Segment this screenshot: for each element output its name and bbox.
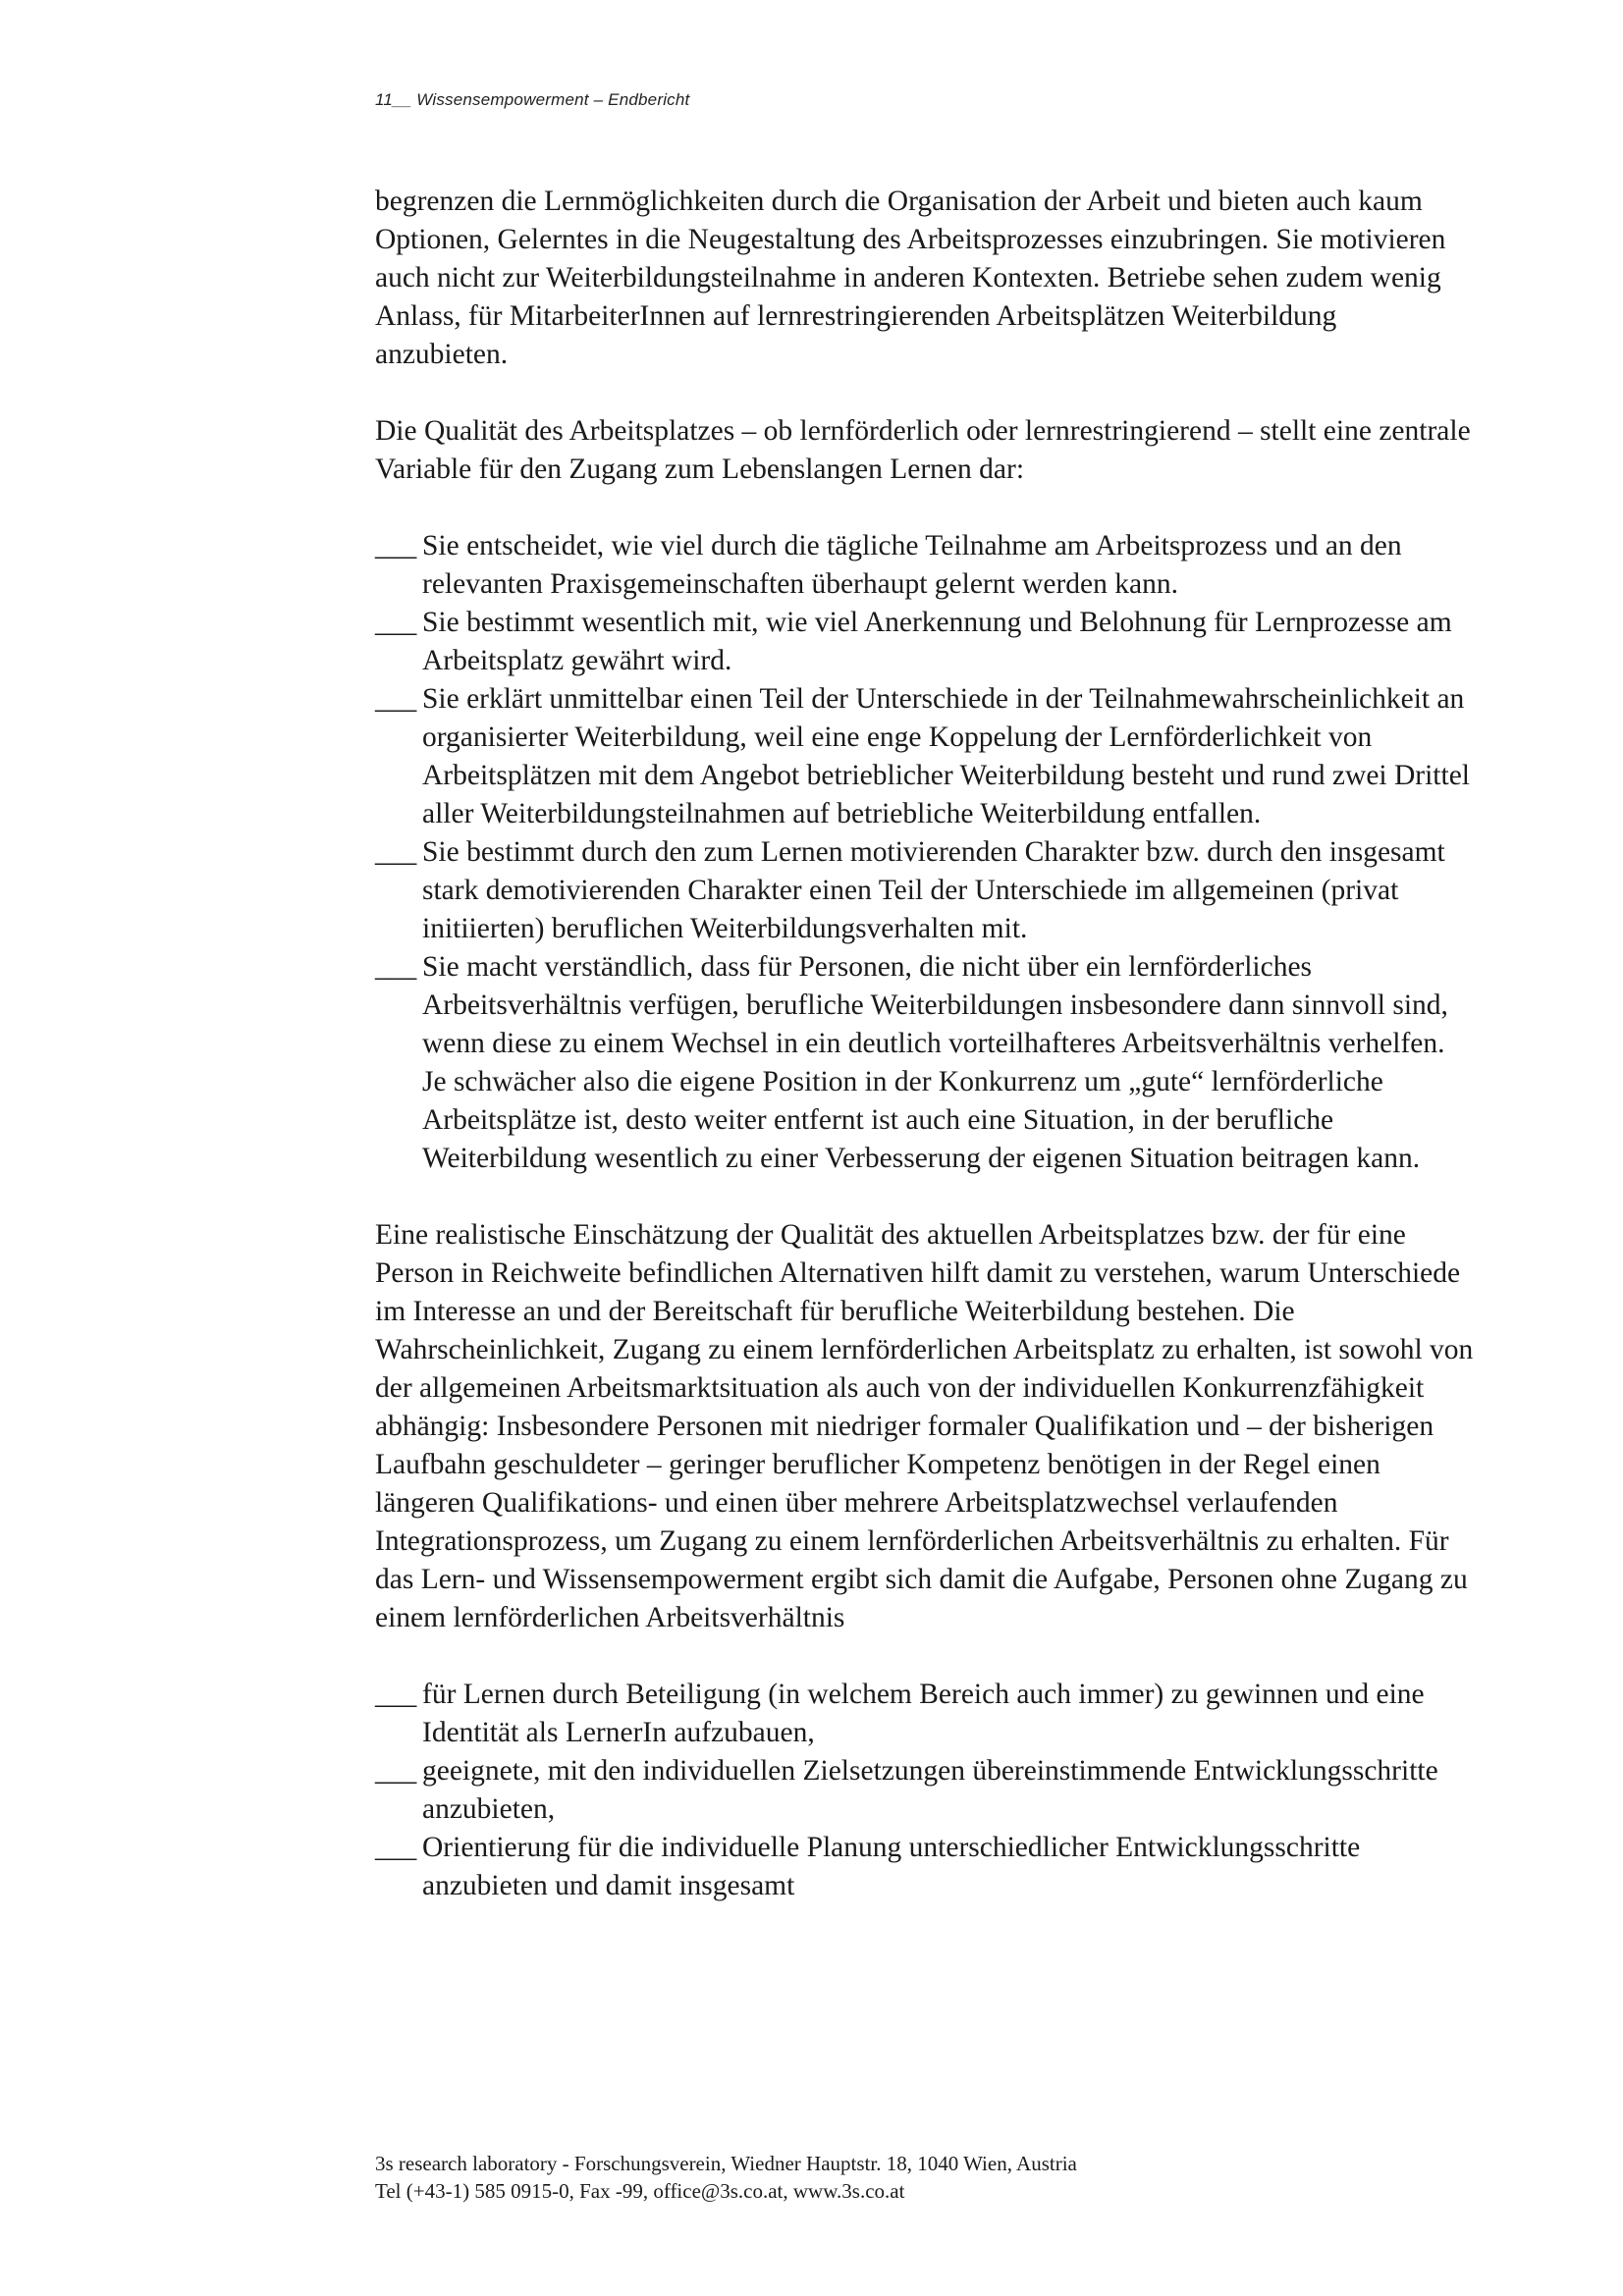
paragraph-1: begrenzen die Lernmöglichkeiten durch die Organisation der Arbeit und bieten auch kaum Optionen, Gelerntes in die Neugestaltung des Arbeitsprozesses einzubringen. Sie motivieren auch nicht zur Weiterbildungsteilnahme in anderen Kontexten. Betriebe sehen zudem wenig Anlass, für MitarbeiterInnen auf lernrestringierenden Arbeitsplätzen Weiterbildung anzubieten. [375, 186, 1446, 370]
list-item [375, 1676, 1475, 1752]
running-header: 11__ Wissensempowerment – Endbericht [375, 90, 690, 109]
list-item-text: Sie macht verständlich, dass für Personen, die nicht über ein lernförderliches Arbeitsverhältnis verfügen, berufliche Weiterbildungen insbesondere dann sinnvoll sind, wenn diese zu einem Wechsel in ein deutlich vorteilhafteres Arbeitsverhältnis verhelfen. Je schwächer also die eigene Position in der Konkurrenz um „gute“ lernförderliche Arbeitsplätze ist, desto weiter entfernt ist auch eine Situation, in der berufliche Weiterbildung wesentlich zu einer Verbesserung der eigenen Situation beitragen kann. [422, 951, 1448, 1174]
bullet-list-2 [375, 1676, 1475, 1905]
paragraph-3: Eine realistische Einschätzung der Qualität des aktuellen Arbeitsplatzes bzw. der für eine Person in Reichweite befindlichen Alternativen hilft damit zu verstehen, warum Unterschiede im Interesse an und der Bereitschaft für berufliche Weiterbildung bestehen. Die Wahrscheinlichkeit, Zugang zu einem lernförderlichen Arbeitsplatz zu erhalten, ist sowohl von der allgemeinen Arbeitsmarktsituation als auch von der individuellen Konkurrenzfähigkeit abhängig: Insbesondere Personen mit niedriger formaler Qualifikation und – der bisherigen Laufbahn geschuldeter – geringer beruflicher Kompetenz benötigen in der Regel einen längeren Qualifikations- und einen über mehrere Arbeitsplatzwechsel verlaufenden Integrationsprozess, um Zugang zu einem lernförderlichen Arbeitsverhältnis zu erhalten. Für das Lern- und Wissensempowerment ergibt sich damit die Aufgabe, Personen ohne Zugang zu einem lernförderlichen Arbeitsverhältnis [375, 1219, 1474, 1633]
list-item-text: Sie erklärt unmittelbar einen Teil der Unterschiede in der Teilnahmewahrscheinlichkeit an organisierter Weiterbildung, weil eine enge Koppelung der Lernförderlichkeit von Arbeitsplätzen mit dem Angebot betrieblicher Weiterbildung besteht und rund zwei Drittel aller Weiterbildungsteilnahmen auf betriebliche Weiterbildung entfallen. [422, 683, 1470, 829]
page-footer [375, 2150, 1077, 2205]
list-item [375, 1752, 1475, 1829]
bullet-marker: ___ [375, 530, 416, 561]
list-item-text: Sie bestimmt durch den zum Lernen motivierenden Charakter bzw. durch den insgesamt stark demotivierenden Charakter einen Teil der Unterschiede im allgemeinen (privat initiierten) beruflichen Weiterbildungsverhalten mit. [422, 836, 1445, 944]
paragraph-2: Die Qualität des Arbeitsplatzes – ob lernförderlich oder lernrestringierend – stellt eine zentrale Variable für den Zugang zum Lebenslangen Lernen dar: [375, 415, 1471, 485]
list-item-text: geeignete, mit den individuellen Zielsetzungen übereinstimmende Entwicklungsschritte anzubieten, [422, 1755, 1438, 1825]
list-item [375, 527, 1475, 604]
list-item [375, 948, 1475, 1178]
bullet-marker: ___ [375, 1755, 416, 1787]
list-item [375, 1829, 1475, 1905]
list-item-text: Orientierung für die individuelle Planung unterschiedlicher Entwicklungsschritte anzubieten und damit insgesamt [422, 1832, 1361, 1901]
list-item [375, 604, 1475, 680]
bullet-marker: ___ [375, 836, 416, 868]
footer-address: 3s research laboratory - Forschungsverein, Wiedner Hauptstr. 18, 1040 Wien, Austria [375, 2152, 1077, 2175]
bullet-marker: ___ [375, 951, 416, 983]
list-item [375, 680, 1475, 833]
bullet-marker: ___ [375, 1679, 416, 1710]
bullet-marker: ___ [375, 1832, 416, 1863]
bullet-list-1 [375, 527, 1475, 1178]
footer-contact: Tel (+43-1) 585 0915-0, Fax -99, office@3s.co.at, www.3s.co.at [375, 2179, 905, 2203]
bullet-marker: ___ [375, 607, 416, 638]
body-text [375, 183, 1475, 1944]
bullet-marker: ___ [375, 683, 416, 715]
list-item-text: für Lernen durch Beteiligung (in welchem Bereich auch immer) zu gewinnen und eine Identität als LernerIn aufzubauen, [422, 1679, 1425, 1748]
list-item [375, 833, 1475, 948]
list-item-text: Sie entscheidet, wie viel durch die tägliche Teilnahme am Arbeitsprozess und an den relevanten Praxisgemeinschaften überhaupt gelernt werden kann. [422, 530, 1402, 600]
list-item-text: Sie bestimmt wesentlich mit, wie viel Anerkennung und Belohnung für Lernprozesse am Arbeitsplatz gewährt wird. [422, 607, 1452, 676]
